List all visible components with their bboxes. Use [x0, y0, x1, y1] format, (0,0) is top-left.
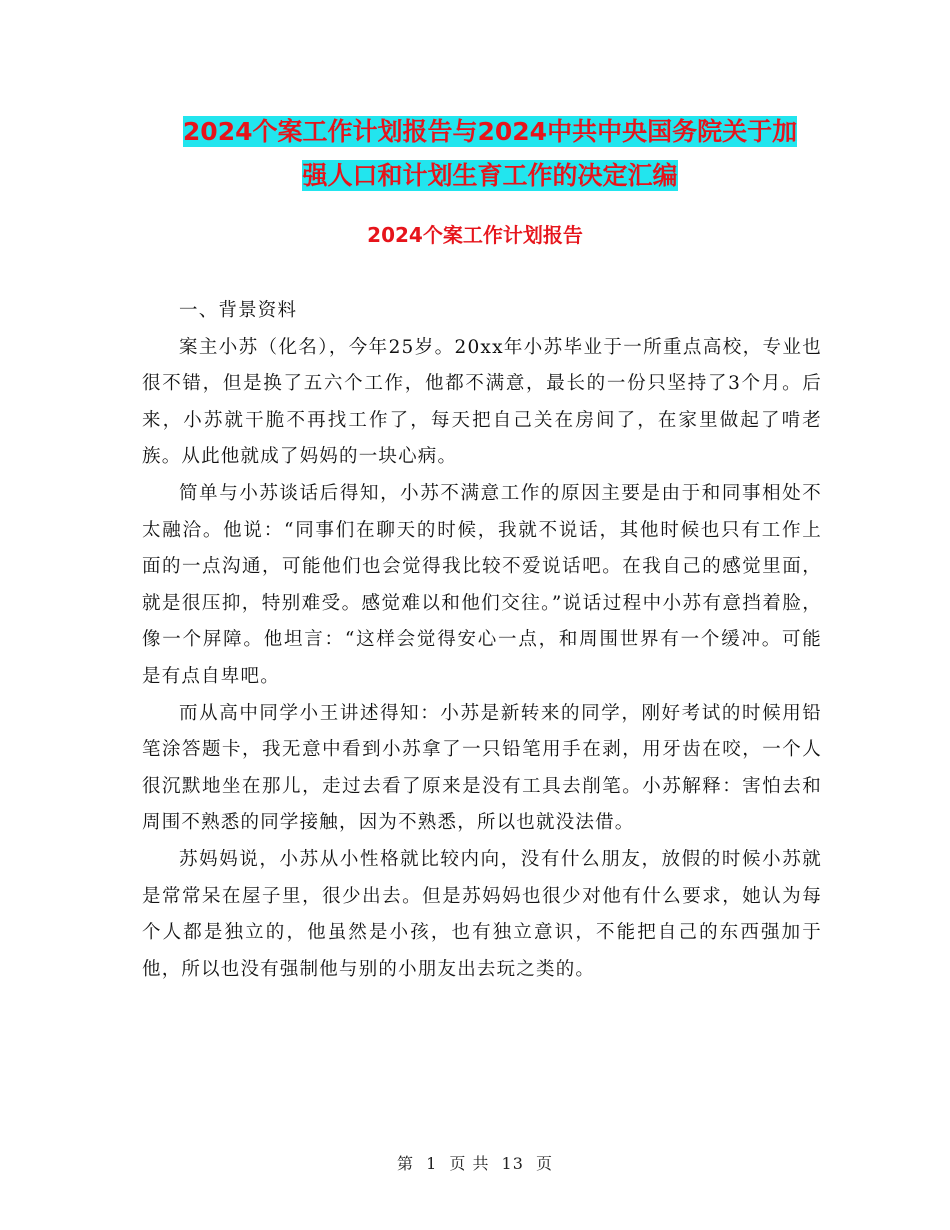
document-title: [140, 110, 840, 198]
footer-prefix: 第: [396, 1154, 414, 1173]
page-footer: [0, 1153, 950, 1175]
footer-total-pages: 13: [501, 1154, 524, 1173]
footer-page-number: 1: [426, 1154, 438, 1173]
section-title: 2024个案工作计划报告: [367, 223, 583, 247]
background-heading: 一、背景资料: [179, 300, 298, 321]
footer-suffix: 页: [536, 1154, 554, 1173]
document-title-line-1: 2024个案工作计划报告与2024中共中央国务院关于加: [182, 117, 798, 146]
paragraph-case-intro: 案主小苏（化名），今年25岁。20xx年小苏毕业于一所重点高校，专业也很不错，但是换了五六个工作，他都不满意，最长的一份只坚持了3个月。后来，小苏就干脆不再找工作了，每天把自己关在房间了，在家里做起了啃老族。从此他就成了妈妈的一块心病。: [142, 336, 822, 468]
document-title-line-2: 强人口和计划生育工作的决定汇编: [302, 161, 678, 190]
paragraph-mother-account: 苏妈妈说，小苏从小性格就比较内向，没有什么朋友，放假的时候小苏就是常常呆在屋子里，很少出去。但是苏妈妈也很少对他有什么要求，她认为每个人都是独立的，他虽然是小孩，也有独立意识，不能把自己的东西强加于他，所以也没有强制他与别的小朋友出去玩之类的。: [142, 848, 822, 980]
body-text: [142, 293, 822, 988]
paragraph-conversation: 简单与小苏谈话后得知，小苏不满意工作的原因主要是由于和同事相处不太融洽。他说：“同事们在聊天的时候，我就不说话，其他时候也只有工作上面的一点沟通，可能他们也会觉得我比较不爱说话吧。在我自己的感觉里面，就是很压抑，特别难受。感觉难以和他们交往。”说话过程中小苏有意挡着脸，像一个屏障。他坦言：“这样会觉得安心一点，和周围世界有一个缓冲。可能是有点自卑吧。: [142, 482, 822, 687]
paragraph-classmate-account: 而从高中同学小王讲述得知：小苏是新转来的同学，刚好考试的时候用铅笔涂答题卡，我无意中看到小苏拿了一只铅笔用手在剥，用牙齿在咬，一个人很沉默地坐在那儿，走过去看了原来是没有工具去削笔。小苏解释：害怕去和周围不熟悉的同学接触，因为不熟悉，所以也就没法借。: [142, 702, 822, 834]
footer-middle: 页 共: [449, 1154, 490, 1173]
